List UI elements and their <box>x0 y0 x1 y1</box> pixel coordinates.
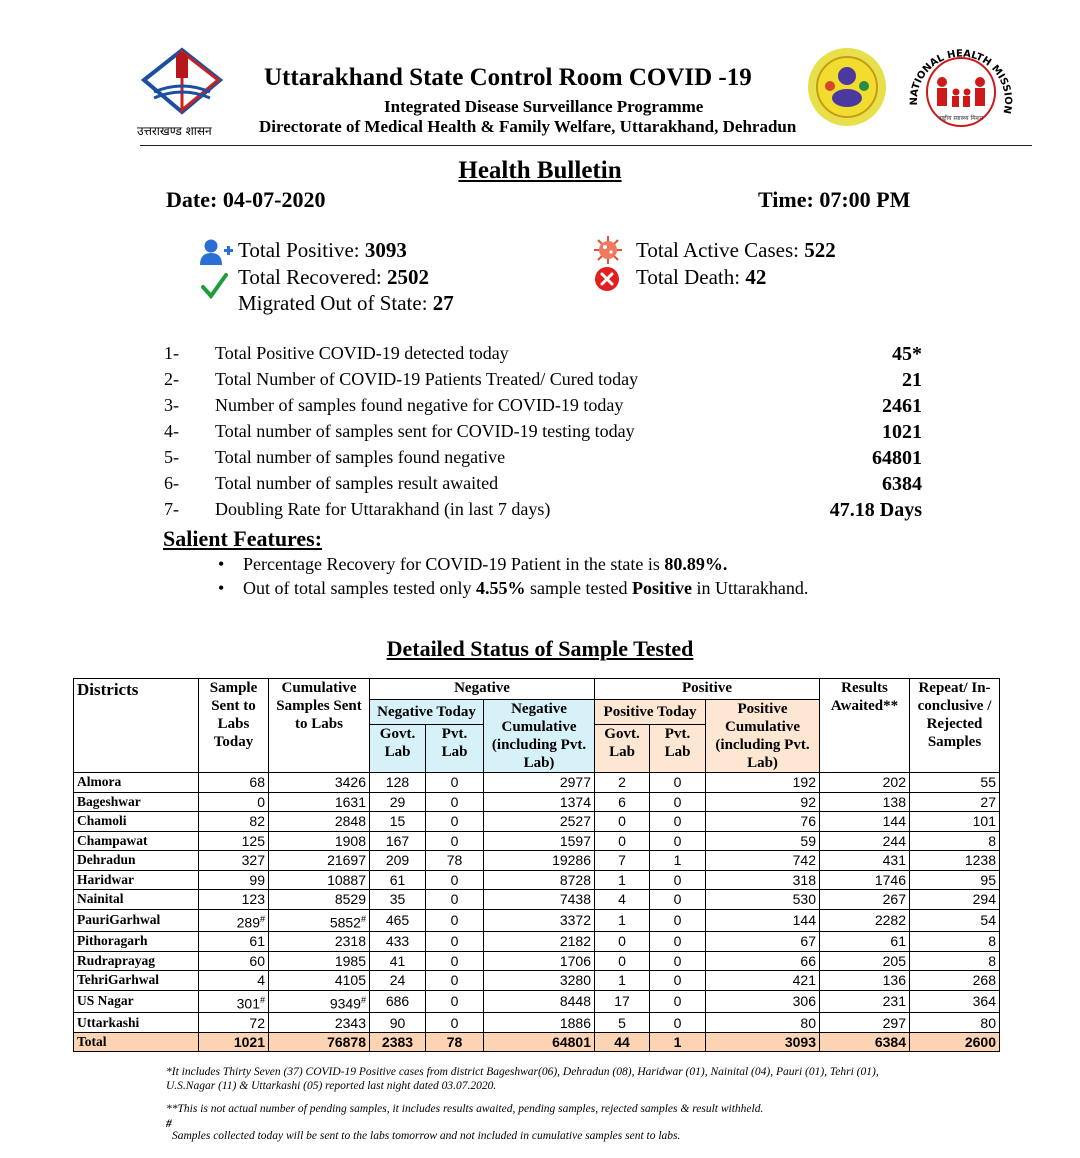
district-name: Haridwar <box>74 870 199 890</box>
neg-govt: 41 <box>370 951 426 971</box>
salient-item-recovery: Percentage Recovery for COVID-19 Patient in the state is 80.89%. <box>243 554 728 574</box>
cumulative-samples: 2848 <box>269 812 370 832</box>
results-awaited: 144 <box>820 812 910 832</box>
bullet-icon: • <box>218 554 225 574</box>
table-row <box>74 909 1000 932</box>
footnote-pending: **This is not actual number of pending samples, it includes results awaited, pending samples, rejected samples & result withheld. <box>166 1103 764 1115</box>
pos-pvt: 0 <box>650 812 706 832</box>
item-number: 7- <box>164 499 179 519</box>
pos-govt: 0 <box>595 812 650 832</box>
pos-pvt: 0 <box>650 971 706 991</box>
item-value: 1021 <box>882 421 922 443</box>
cumulative-samples: 5852# <box>269 909 370 932</box>
pos-govt: 0 <box>595 831 650 851</box>
pos-cumulative: 80 <box>706 1013 820 1033</box>
pos-cumulative: 66 <box>706 951 820 971</box>
neg-cumulative: 8448 <box>484 990 595 1013</box>
repeat-rejected: 8 <box>910 932 1000 952</box>
item-value: 2461 <box>882 395 922 417</box>
district-name: Dehradun <box>74 851 199 871</box>
cumulative-samples: 10887 <box>269 870 370 890</box>
cumulative-samples: 1908 <box>269 831 370 851</box>
results-awaited: 136 <box>820 971 910 991</box>
cumulative-samples: 8529 <box>269 890 370 910</box>
header-pos-cumulative: Positive Cumulative (including Pvt. Lab) <box>706 700 820 773</box>
user-plus-icon <box>200 238 234 271</box>
district-name: Total <box>74 1032 199 1052</box>
neg-govt: 15 <box>370 812 426 832</box>
cumulative-samples: 9349# <box>269 990 370 1013</box>
sample-sent: 72 <box>199 1013 269 1033</box>
cumulative-samples: 21697 <box>269 851 370 871</box>
bulletin-date: Date: 04-07-2020 <box>166 187 326 212</box>
neg-cumulative: 7438 <box>484 890 595 910</box>
pos-govt: 44 <box>595 1032 650 1052</box>
total-active-cases: Total Active Cases: 522 <box>636 238 836 262</box>
item-text: Total number of samples found negative <box>215 447 506 467</box>
nhm-logo-text: NATIONAL HEALTH MISSION <box>908 48 1014 115</box>
footnote-hash-mark: # <box>166 1118 172 1130</box>
pos-pvt: 0 <box>650 951 706 971</box>
results-awaited: 6384 <box>820 1032 910 1052</box>
pos-pvt: 0 <box>650 870 706 890</box>
sample-sent: 4 <box>199 971 269 991</box>
neg-cumulative: 1597 <box>484 831 595 851</box>
table-row <box>74 870 1000 890</box>
pos-cumulative: 318 <box>706 870 820 890</box>
neg-cumulative: 1886 <box>484 1013 595 1033</box>
neg-pvt: 0 <box>426 909 484 932</box>
district-name: PauriGarhwal <box>74 909 199 932</box>
pos-cumulative: 306 <box>706 990 820 1013</box>
check-icon <box>200 272 228 305</box>
neg-cumulative: 2977 <box>484 773 595 793</box>
district-name: Uttarkashi <box>74 1013 199 1033</box>
repeat-rejected: 268 <box>910 971 1000 991</box>
neg-pvt: 0 <box>426 890 484 910</box>
sample-sent: 327 <box>199 851 269 871</box>
pos-govt: 1 <box>595 870 650 890</box>
nhm-logo-subtext: राष्ट्रीय स्वास्थ्य मिशन <box>938 115 984 122</box>
nhm-logo-icon <box>904 40 1016 130</box>
sample-sent: 82 <box>199 812 269 832</box>
neg-pvt: 0 <box>426 932 484 952</box>
bulletin-title: Health Bulletin <box>458 157 622 184</box>
neg-pvt: 0 <box>426 773 484 793</box>
cumulative-samples: 2318 <box>269 932 370 952</box>
neg-cumulative: 3280 <box>484 971 595 991</box>
pos-cumulative: 59 <box>706 831 820 851</box>
neg-govt: 2383 <box>370 1032 426 1052</box>
neg-cumulative: 8728 <box>484 870 595 890</box>
table-row <box>74 831 1000 851</box>
table-row <box>74 890 1000 910</box>
results-awaited: 431 <box>820 851 910 871</box>
repeat-rejected: 2600 <box>910 1032 1000 1052</box>
ncdc-logo-icon <box>806 46 888 128</box>
sample-sent: 68 <box>199 773 269 793</box>
results-awaited: 205 <box>820 951 910 971</box>
pos-pvt: 0 <box>650 792 706 812</box>
header-neg-cumulative: Negative Cumulative (including Pvt. Lab) <box>484 700 595 773</box>
repeat-rejected: 27 <box>910 792 1000 812</box>
header-cumulative: Cumulative Samples Sent to Labs <box>269 679 370 773</box>
neg-govt: 35 <box>370 890 426 910</box>
header-negative: Negative <box>370 679 595 700</box>
district-name: Pithoragarh <box>74 932 199 952</box>
pos-cumulative: 144 <box>706 909 820 932</box>
bulletin-time: Time: 07:00 PM <box>758 187 911 212</box>
district-name: US Nagar <box>74 990 199 1013</box>
item-text: Total Number of COVID-19 Patients Treated/ Cured today <box>215 369 639 389</box>
item-value: 64801 <box>872 447 922 469</box>
sample-sent: 125 <box>199 831 269 851</box>
pos-govt: 6 <box>595 792 650 812</box>
sample-sent: 61 <box>199 932 269 952</box>
results-awaited: 202 <box>820 773 910 793</box>
table-row <box>74 812 1000 832</box>
pos-cumulative: 530 <box>706 890 820 910</box>
results-awaited: 138 <box>820 792 910 812</box>
table-title: Detailed Status of Sample Tested <box>386 636 694 661</box>
district-name: Champawat <box>74 831 199 851</box>
results-awaited: 231 <box>820 990 910 1013</box>
pos-govt: 1 <box>595 971 650 991</box>
neg-pvt: 0 <box>426 812 484 832</box>
sample-sent: 99 <box>199 870 269 890</box>
results-awaited: 244 <box>820 831 910 851</box>
pos-pvt: 1 <box>650 1032 706 1052</box>
table-row <box>74 773 1000 793</box>
neg-pvt: 0 <box>426 1013 484 1033</box>
results-awaited: 2282 <box>820 909 910 932</box>
page-title: Uttarakhand State Control Room COVID -19 <box>264 64 752 91</box>
repeat-rejected: 364 <box>910 990 1000 1013</box>
bullet-icon: • <box>218 578 225 598</box>
district-name: Bageshwar <box>74 792 199 812</box>
table-row <box>74 951 1000 971</box>
pos-pvt: 0 <box>650 909 706 932</box>
repeat-rejected: 95 <box>910 870 1000 890</box>
neg-govt: 209 <box>370 851 426 871</box>
pos-govt: 5 <box>595 1013 650 1033</box>
pos-cumulative: 67 <box>706 932 820 952</box>
results-awaited: 297 <box>820 1013 910 1033</box>
pos-govt: 1 <box>595 909 650 932</box>
neg-pvt: 0 <box>426 951 484 971</box>
subtitle-idsp: Integrated Disease Surveillance Programme <box>384 97 704 116</box>
item-number: 6- <box>164 473 179 493</box>
pos-govt: 7 <box>595 851 650 871</box>
neg-pvt: 0 <box>426 831 484 851</box>
sample-sent: 123 <box>199 890 269 910</box>
header-neg-govt: Govt. Lab <box>370 724 426 772</box>
header-pos-today: Positive Today <box>595 700 706 725</box>
pos-cumulative: 742 <box>706 851 820 871</box>
results-awaited: 267 <box>820 890 910 910</box>
item-value: 45* <box>892 343 922 365</box>
svg-text:NATIONAL HEALTH MISSION <box>909 49 1013 115</box>
district-name: Almora <box>74 773 199 793</box>
table-row <box>74 971 1000 991</box>
sample-sent: 1021 <box>199 1032 269 1052</box>
district-name: TehriGarhwal <box>74 971 199 991</box>
header-pos-pvt: Pvt. Lab <box>650 724 706 772</box>
sample-sent: 0 <box>199 792 269 812</box>
item-text: Number of samples found negative for COVID-19 today <box>215 395 624 415</box>
table-row <box>74 990 1000 1013</box>
neg-cumulative: 3372 <box>484 909 595 932</box>
neg-cumulative: 1706 <box>484 951 595 971</box>
neg-cumulative: 64801 <box>484 1032 595 1052</box>
neg-pvt: 0 <box>426 990 484 1013</box>
total-row <box>74 1032 1000 1052</box>
item-text: Total number of samples result awaited <box>215 473 499 493</box>
pos-cumulative: 421 <box>706 971 820 991</box>
item-number: 1- <box>164 343 179 363</box>
pos-cumulative: 92 <box>706 792 820 812</box>
repeat-rejected: 8 <box>910 951 1000 971</box>
item-text: Total number of samples sent for COVID-19 testing today <box>215 421 635 441</box>
repeat-rejected: 1238 <box>910 851 1000 871</box>
pos-govt: 0 <box>595 932 650 952</box>
neg-pvt: 0 <box>426 971 484 991</box>
pos-cumulative: 3093 <box>706 1032 820 1052</box>
pos-pvt: 1 <box>650 851 706 871</box>
district-name: Chamoli <box>74 812 199 832</box>
neg-cumulative: 2527 <box>484 812 595 832</box>
pos-pvt: 0 <box>650 773 706 793</box>
cumulative-samples: 4105 <box>269 971 370 991</box>
pos-pvt: 0 <box>650 990 706 1013</box>
neg-govt: 128 <box>370 773 426 793</box>
item-value: 21 <box>902 369 922 391</box>
header-results-awaited: Results Awaited** <box>820 679 910 773</box>
neg-govt: 90 <box>370 1013 426 1033</box>
sample-sent: 60 <box>199 951 269 971</box>
district-name: Nainital <box>74 890 199 910</box>
pos-cumulative: 192 <box>706 773 820 793</box>
results-awaited: 61 <box>820 932 910 952</box>
table-row <box>74 932 1000 952</box>
sample-status-table <box>73 678 1000 1052</box>
total-recovered: Total Recovered: 2502 <box>238 265 429 289</box>
neg-govt: 686 <box>370 990 426 1013</box>
cumulative-samples: 2343 <box>269 1013 370 1033</box>
repeat-rejected: 55 <box>910 773 1000 793</box>
pos-pvt: 0 <box>650 890 706 910</box>
header-districts: Districts <box>74 679 199 773</box>
footnote-positive-cases: *It includes Thirty Seven (37) COVID-19 Positive cases from district Bageshwar(06), Dehradun (08), Haridwar (01), Nainital (04), Pauri (01), Tehri (01), <box>166 1066 879 1078</box>
cumulative-samples: 1631 <box>269 792 370 812</box>
item-number: 5- <box>164 447 179 467</box>
item-text: Total Positive COVID-19 detected today <box>215 343 509 363</box>
neg-pvt: 0 <box>426 792 484 812</box>
neg-govt: 29 <box>370 792 426 812</box>
header-neg-today: Negative Today <box>370 700 484 725</box>
pos-govt: 0 <box>595 951 650 971</box>
cross-circle-icon <box>594 266 620 297</box>
neg-cumulative: 19286 <box>484 851 595 871</box>
pos-govt: 2 <box>595 773 650 793</box>
subtitle-directorate: Directorate of Medical Health & Family Welfare, Uttarakhand, Dehradun <box>259 117 797 136</box>
header-pos-govt: Govt. Lab <box>595 724 650 772</box>
neg-cumulative: 2182 <box>484 932 595 952</box>
table-row <box>74 1013 1000 1033</box>
neg-govt: 61 <box>370 870 426 890</box>
cumulative-samples: 76878 <box>269 1032 370 1052</box>
cumulative-samples: 3426 <box>269 773 370 793</box>
table-row <box>74 851 1000 871</box>
neg-govt: 433 <box>370 932 426 952</box>
repeat-rejected: 101 <box>910 812 1000 832</box>
header-neg-pvt: Pvt. Lab <box>426 724 484 772</box>
cumulative-samples: 1985 <box>269 951 370 971</box>
item-text: Doubling Rate for Uttarakhand (in last 7 days) <box>215 499 551 519</box>
repeat-rejected: 54 <box>910 909 1000 932</box>
item-number: 4- <box>164 421 179 441</box>
neg-govt: 465 <box>370 909 426 932</box>
sample-sent: 289# <box>199 909 269 932</box>
header-repeat: Repeat/ In-conclusive / Rejected Samples <box>910 679 1000 773</box>
logo-caption: उत्तराखण्ड शासन <box>137 124 212 138</box>
pos-govt: 4 <box>595 890 650 910</box>
neg-cumulative: 1374 <box>484 792 595 812</box>
salient-features-title: Salient Features: <box>163 526 323 551</box>
neg-pvt: 78 <box>426 851 484 871</box>
header-divider <box>140 145 1032 146</box>
district-name: Rudraprayag <box>74 951 199 971</box>
footnote-samples: Samples collected today will be sent to the labs tomorrow and not included in cumulative samples sent to labs. <box>172 1130 681 1142</box>
pos-govt: 17 <box>595 990 650 1013</box>
item-value: 47.18 Days <box>829 499 922 521</box>
pos-pvt: 0 <box>650 1013 706 1033</box>
repeat-rejected: 294 <box>910 890 1000 910</box>
pos-pvt: 0 <box>650 831 706 851</box>
header-sample-sent: Sample Sent to Labs Today <box>199 679 269 773</box>
total-death: Total Death: 42 <box>636 265 767 289</box>
header-positive: Positive <box>595 679 820 700</box>
item-number: 2- <box>164 369 179 389</box>
neg-govt: 24 <box>370 971 426 991</box>
results-awaited: 1746 <box>820 870 910 890</box>
pos-cumulative: 76 <box>706 812 820 832</box>
migrated-out: Migrated Out of State: 27 <box>238 291 454 315</box>
item-value: 6384 <box>882 473 922 495</box>
total-positive: Total Positive: 3093 <box>238 238 407 262</box>
repeat-rejected: 8 <box>910 831 1000 851</box>
neg-pvt: 0 <box>426 870 484 890</box>
table-row <box>74 792 1000 812</box>
neg-pvt: 78 <box>426 1032 484 1052</box>
item-number: 3- <box>164 395 179 415</box>
footnote-positive-cases-cont: U.S.Nagar (11) & Uttarkashi (05) reported last night dated 03.07.2020. <box>166 1080 497 1092</box>
neg-govt: 167 <box>370 831 426 851</box>
salient-item-positivity: Out of total samples tested only 4.55% sample tested Positive in Uttarakhand. <box>243 578 809 598</box>
repeat-rejected: 80 <box>910 1013 1000 1033</box>
pos-pvt: 0 <box>650 932 706 952</box>
sample-sent: 301# <box>199 990 269 1013</box>
